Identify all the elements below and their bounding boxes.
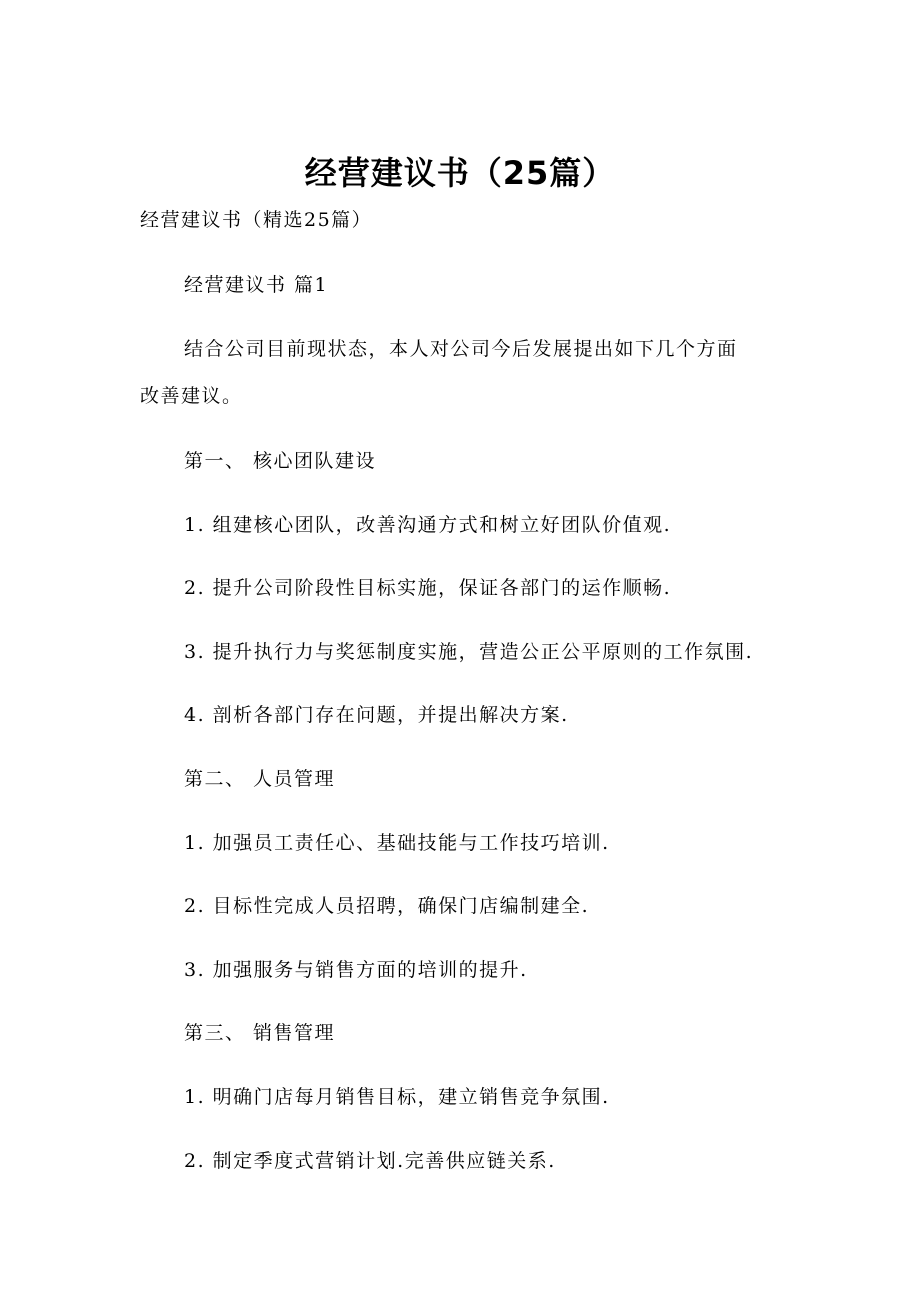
part1-item: 4. 剖析各部门存在问题，并提出解决方案. (184, 704, 569, 726)
document-title: 经营建议书（25篇） (304, 154, 616, 192)
part3-item: 2. 制定季度式营销计划.完善供应链关系. (184, 1150, 556, 1172)
part2-item: 2. 目标性完成人员招聘，确保门店编制建全. (184, 895, 590, 917)
document-subtitle: 经营建议书（精选25篇） (140, 209, 373, 231)
part1-item: 2. 提升公司阶段性目标实施，保证各部门的运作顺畅. (184, 577, 672, 599)
part1-heading: 第一、 核心团队建设 (184, 450, 377, 472)
part3-heading: 第三、 销售管理 (184, 1022, 336, 1044)
part2-item: 3. 加强服务与销售方面的培训的提升. (184, 959, 528, 981)
part1-item: 3. 提升执行力与奖惩制度实施，营造公正公平原则的工作氛围. (184, 641, 754, 663)
section-heading: 经营建议书 篇1 (184, 274, 329, 296)
part1-item: 1. 组建核心团队，改善沟通方式和树立好团队价值观. (184, 514, 672, 536)
part3-item: 1. 明确门店每月销售目标，建立销售竞争氛围. (184, 1086, 610, 1108)
part2-item: 1. 加强员工责任心、基础技能与工作技巧培训. (184, 832, 610, 854)
intro-paragraph-line-2: 改善建议。 (140, 385, 243, 407)
intro-paragraph-line-1: 结合公司目前现状态，本人对公司今后发展提出如下几个方面 (184, 338, 738, 360)
part2-heading: 第二、 人员管理 (184, 768, 336, 790)
